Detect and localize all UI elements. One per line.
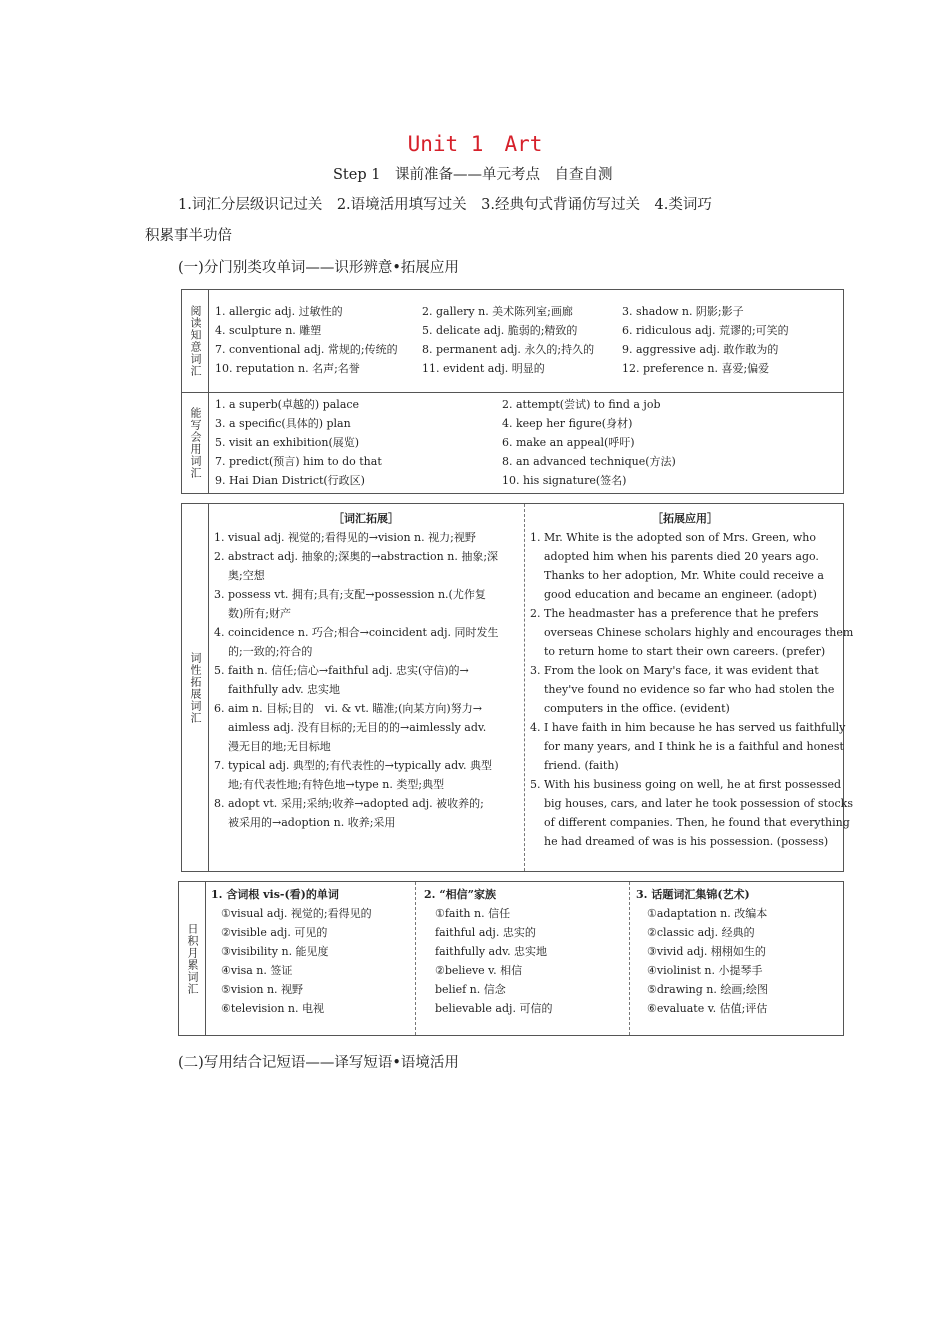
application-line: for many years, and I think he is a faithful and honest	[544, 740, 844, 753]
side-label-writing: 能写会用词汇	[182, 392, 209, 493]
col1-list	[221, 904, 372, 1018]
step-heading: Step 1 课前准备——单元考点 自查自测	[333, 167, 613, 183]
extension-line: 的;一致的;符合的	[228, 645, 313, 658]
application-line: friend. (faith)	[544, 759, 619, 772]
extension-line: 2. abstract adj. 抽象的;深奥的→abstraction n. 抽象;深	[214, 550, 499, 563]
extension-line: 漫无目的地;无目标地	[228, 740, 331, 753]
col3-list	[647, 904, 768, 1018]
vocab-table-1	[181, 289, 844, 494]
application-line: 5. With his business going on well, he at first possessed	[530, 778, 842, 791]
extension-line: 4. coincidence n. 巧合;相合→coincident adj. 同时发生	[214, 626, 499, 639]
vocab-entry: 9. Hai Dian District(行政区)	[215, 474, 365, 487]
vocab-entry: 3. shadow n. 阴影;影子	[622, 305, 744, 318]
application-list	[530, 528, 854, 851]
accumulate-item: ①adaptation n. 改编本	[647, 907, 768, 920]
extension-line: 6. aim n. 目标;目的 vi. & vt. 瞄准;(向某方向)努力→	[214, 702, 482, 715]
vocab-entry: 4. sculpture n. 雕塑	[215, 324, 322, 337]
vocab-entry: 7. predict(预言) him to do that	[215, 455, 382, 468]
col2-title: 2. “相信”家族	[424, 888, 496, 901]
application-line: he had dreamed of was is his possession. (possess)	[544, 835, 829, 848]
side-label-accumulate: 日积月累词汇	[179, 882, 206, 1035]
extension-line: 1. visual adj. 视觉的;看得见的→vision n. 视力;视野	[214, 531, 476, 544]
accumulate-item: ④violinist n. 小提琴手	[647, 964, 763, 977]
column-divider-1	[415, 882, 416, 1035]
side-label-reading: 阅读知意词汇	[182, 290, 209, 392]
extension-line: 8. adopt vt. 采用;采纳;收养→adopted adj. 被收养的;	[214, 797, 484, 810]
col2-list	[435, 904, 552, 1018]
application-line: Thanks to her adoption, Mr. White could receive a	[544, 569, 824, 582]
accumulate-item: ⑤drawing n. 绘画;绘图	[647, 983, 769, 996]
accumulate-item: faithful adj. 忠实的	[435, 926, 536, 939]
extension-list	[214, 528, 519, 832]
vocab-table-2	[181, 503, 854, 872]
column-divider	[524, 504, 525, 871]
accumulate-item: ③vivid adj. 栩栩如生的	[647, 945, 766, 958]
section-heading-1: (一)分门别类攻单词——识形辨意•拓展应用	[178, 260, 459, 276]
right-column-header: ［拓展应用］	[652, 512, 718, 525]
vocab-entry: 8. permanent adj. 永久的;持久的	[422, 343, 595, 356]
vocab-entry: 9. aggressive adj. 敢作敢为的	[622, 343, 779, 356]
page-title: Unit 1 Art	[407, 132, 543, 156]
accumulate-item: belief n. 信念	[435, 983, 506, 996]
col1-title: 1. 含词根 vis-(看)的单词	[211, 888, 339, 901]
vocab-entry: 4. keep her figure(身材)	[502, 417, 633, 430]
extension-line: faithfully adv. 忠实地	[228, 683, 341, 696]
application-line: they've found no evidence so far who had stolen the	[544, 683, 835, 696]
vocab-entry: 6. ridiculous adj. 荒谬的;可笑的	[622, 324, 789, 337]
application-line: 3. From the look on Mary's face, it was evident that	[530, 664, 819, 677]
accumulate-item: ⑤vision n. 视野	[221, 983, 304, 996]
extension-line: 奥;空想	[228, 569, 265, 582]
vocab-entry: 11. evident adj. 明显的	[422, 362, 545, 375]
extension-line: 地;有代表性地;有特色地→type n. 类型;典型	[228, 778, 445, 791]
vocab-entry: 7. conventional adj. 常规的;传统的	[215, 343, 398, 356]
extension-line: 被采用的→adoption n. 收养;采用	[228, 816, 396, 829]
application-line: big houses, cars, and later he took possession of stocks	[544, 797, 853, 810]
accumulate-item: ④visa n. 签证	[221, 964, 293, 977]
application-line: 4. I have faith in him because he has served us faithfully	[530, 721, 846, 734]
accumulate-item: ⑥evaluate v. 估值;评估	[647, 1002, 768, 1015]
accumulate-item: ⑥television n. 电视	[221, 1002, 324, 1015]
extension-line: 5. faith n. 信任;信心→faithful adj. 忠实(守信)的→	[214, 664, 469, 677]
vocab-entry: 5. delicate adj. 脆弱的;精致的	[422, 324, 578, 337]
vocab-entry: 2. gallery n. 美术陈列室;画廊	[422, 305, 573, 318]
accumulate-item: ①faith n. 信任	[435, 907, 511, 920]
accumulate-item: ②visible adj. 可见的	[221, 926, 328, 939]
application-line: to return home to start their own careers. (prefer)	[544, 645, 826, 658]
application-line: adopted him when his parents died 20 years ago.	[544, 550, 819, 563]
application-line: computers in the office. (evident)	[544, 702, 730, 715]
accumulate-item: ②believe v. 相信	[435, 964, 523, 977]
application-line: 1. Mr. White is the adopted son of Mrs. Green, who	[530, 531, 816, 544]
accumulate-item: believable adj. 可信的	[435, 1002, 553, 1015]
extension-line: aimless adj. 没有目标的;无目的的→aimlessly adv.	[228, 721, 487, 734]
intro-line-1: 1.词汇分层级识记过关 2.语境活用填写过关 3.经典句式背诵仿写过关 4.类词巧	[178, 197, 712, 213]
vocab-entry: 8. an advanced technique(方法)	[502, 455, 676, 468]
vocab-entry: 12. preference n. 喜爱;偏爱	[622, 362, 770, 375]
section-heading-2: (二)写用结合记短语——译写短语•语境活用	[178, 1055, 459, 1071]
left-column-header: ［词汇拓展］	[333, 512, 399, 525]
col3-title: 3. 话题词汇集锦(艺术)	[636, 888, 750, 901]
vocab-table-3	[178, 881, 844, 1036]
extension-line: 3. possess vt. 拥有;具有;支配→possession n.(尤作复	[214, 588, 486, 601]
side-label-extension: 词性拓展词汇	[182, 504, 209, 871]
vocab-entry: 3. a specific(具体的) plan	[215, 417, 351, 430]
intro-line-2: 积累事半功倍	[145, 228, 232, 244]
accumulate-item: ①visual adj. 视觉的;看得见的	[221, 907, 372, 920]
vocab-entry: 6. make an appeal(呼吁)	[502, 436, 635, 449]
vocab-entry: 1. allergic adj. 过敏性的	[215, 305, 343, 318]
vocab-entry: 10. his signature(签名)	[502, 474, 627, 487]
extension-line: 数)所有;财产	[228, 607, 291, 620]
accumulate-item: faithfully adv. 忠实地	[435, 945, 548, 958]
accumulate-item: ③visibility n. 能见度	[221, 945, 329, 958]
vocab-entry: 5. visit an exhibition(展览)	[215, 436, 360, 449]
application-line: of different companies. Then, he found that everything	[544, 816, 850, 829]
accumulate-item: ②classic adj. 经典的	[647, 926, 755, 939]
extension-line: 7. typical adj. 典型的;有代表性的→typically adv. 典型	[214, 759, 493, 772]
vocab-entry: 1. a superb(卓越的) palace	[215, 398, 360, 411]
application-line: overseas Chinese scholars highly and encourages them	[544, 626, 854, 639]
vocab-entry: 2. attempt(尝试) to find a job	[502, 398, 661, 411]
application-line: good education and became an engineer. (adopt)	[544, 588, 817, 601]
vocab-entry: 10. reputation n. 名声;名誉	[215, 362, 360, 375]
application-line: 2. The headmaster has a preference that he prefers	[530, 607, 819, 620]
column-divider-2	[629, 882, 630, 1035]
